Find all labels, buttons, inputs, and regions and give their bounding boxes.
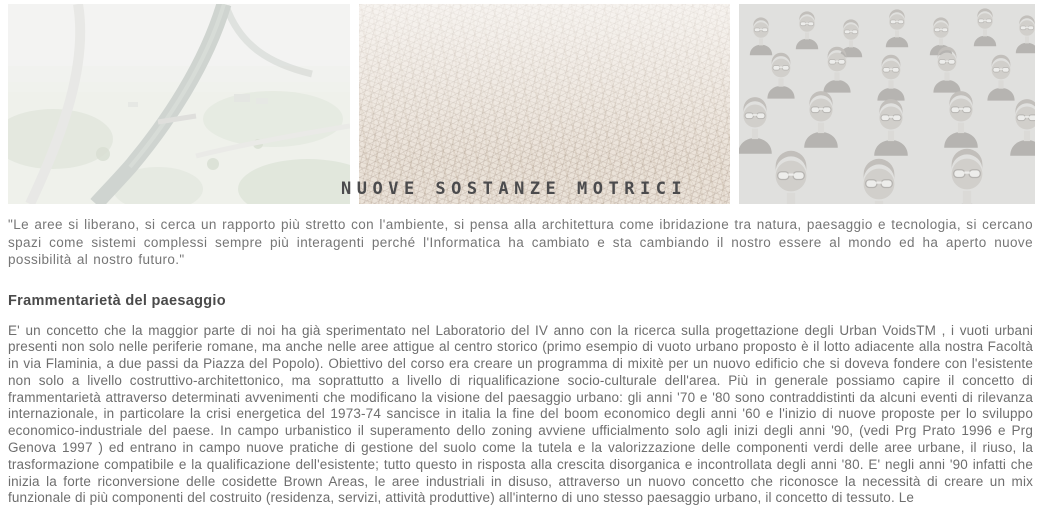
intro-quote: "Le aree si liberano, si cerca un rapporto più stretto con l'ambiente, si pensa alla architettura come ibridazione tra natura, paesaggio e tecnologia, si cercano spazi come sistemi complessi sempre più interagenti perché l'Informatica ha cambiato e sta cambiando il nostro essere al mondo ed ha aperto nuove possibilità al nostro futuro." <box>8 217 1033 267</box>
aerial-river-landscape-art <box>8 4 350 204</box>
audience-3d-glasses-art <box>739 4 1035 204</box>
banner-title: NUOVE SOSTANZE MOTRICI <box>341 179 688 199</box>
banner <box>8 4 1035 204</box>
page <box>0 4 1041 524</box>
audience-3d-glasses-image <box>739 4 1035 204</box>
aerial-river-landscape-image <box>8 4 350 204</box>
article-body-text: E' un concetto che la maggior parte di noi ha già sperimentato nel Laboratorio del IV anno con la ricerca sulla progettazione degli Urban VoidsTM , i vuoti urbani presenti non solo nelle periferie romane, ma anche nelle aree attigue al centro storico (primo esempio di vuoto urbano proposto è il lotto adiacente alla nostra Facoltà in via Flaminia, a due passi da Piazza del Popolo). Obiettivo del corso era creare un programma di mixitè per un nuovo edificio che si doveva fondere con l'esistente non solo a livello costruttivo-architettonico, ma soprattutto a livello di riqualificazione socio-culturale dell'area. Più in generale possiamo capire il concetto di frammentarietà attraverso determinati avvenimenti che modificano la visione del paesaggio urbano: gli anni '70 e '80 sono contraddistinti da alcuni eventi di rilevanza internazionale, in particolare la crisi energetica del 1973-74 sancisce in italia la fine del boom economico degli anni '60 e l'inizio di nuove proposte per lo sviluppo economico-industriale del paese. In campo urbanistico il superamento dello zoning avviene ufficialmento solo agli inizi degli anni '90, (vedi Prg Prato 1996 e Prg Genova 1997 ) ed entrano in campo nuove pratiche di gestione del suolo come la tutela e la valorizzazione delle componenti verdi delle aree urbane, il riuso, la trasformazione compatibile e la qualificazione dell'esistente; tutto questo in risposta alla crescita disorganica e incontrollata degli anni '80. E' negli anni '90 infatti che inizia la forte riconversione delle cosidette Brown Areas, le aree industriali in disuso, attraverso un nuovo concetto che riconosce la necessità di creare un mix funzionale di più componenti del costruito (residenza, servizi, attività produttive) all'interno di uno stesso paesaggio urbano, il concetto di tessuto. Le <box>8 322 1033 506</box>
section-heading: Frammentarietà del paesaggio <box>8 292 226 309</box>
fiber-network-texture-image <box>359 4 730 204</box>
